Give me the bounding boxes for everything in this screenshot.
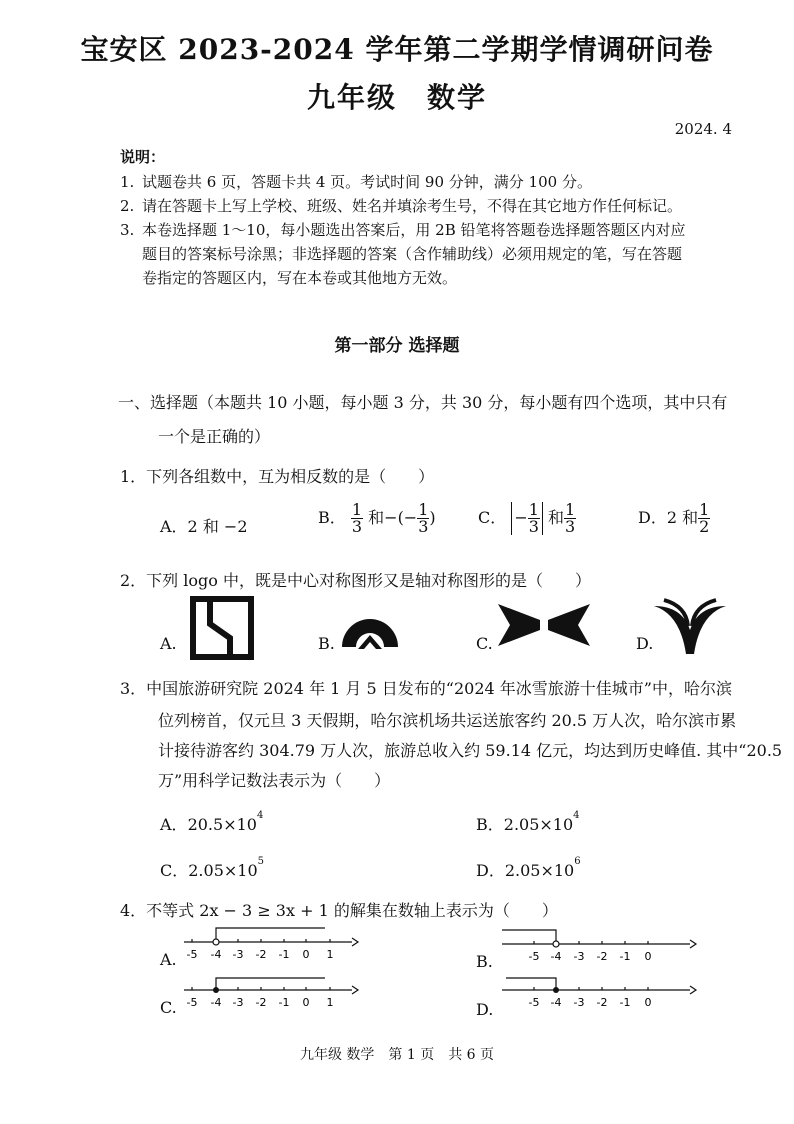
note-item [120, 219, 686, 240]
svg-text:-2: -2 [596, 950, 608, 963]
q1-option-b [318, 502, 436, 535]
svg-text:-4: -4 [550, 996, 562, 1009]
logo-b-icon [338, 597, 402, 653]
logo-a-icon [190, 596, 254, 660]
exam-date: 2024. 4 [674, 120, 732, 138]
svg-text:-4: -4 [210, 948, 222, 961]
svg-text:-5: -5 [186, 996, 198, 1009]
fraction-one-third: $\frac{1}{3}$ [351, 500, 363, 536]
note-number: 1. [120, 173, 135, 191]
q3-option-c: C．$2.05\times 10^5$ [160, 856, 265, 880]
svg-text:-3: -3 [232, 948, 244, 961]
note-item [120, 195, 682, 216]
q2-option-b-label: B. [318, 634, 335, 653]
note-text: 本卷选择题 1～10，每小题选出答案后，用 2B 铅笔将答题卷选择题答题区内对应 [142, 221, 686, 239]
svg-text:0: 0 [644, 996, 652, 1009]
q3-option-d: D．$2.05\times 10^6$ [476, 856, 581, 880]
question-3-line: 3．中国旅游研究院 2024 年 1 月 5 日发布的“2024 年冰雪旅游十佳城市”中，哈尔滨 [120, 679, 732, 698]
q1-option-a: A．2 和 −2 [160, 517, 248, 536]
section-heading-cont: 一个是正确的） [158, 427, 271, 446]
note-item [120, 243, 682, 264]
svg-text:0: 0 [302, 948, 310, 961]
q3-option-b: B．$2.05\times 10^4$ [476, 810, 580, 834]
neg-open: −(− [384, 508, 418, 527]
and-text: 和 [368, 508, 385, 527]
and-text: 和 [548, 508, 565, 527]
svg-text:0: 0 [644, 950, 652, 963]
note-item [120, 267, 457, 288]
svg-text:0: 0 [302, 996, 310, 1009]
svg-text:-5: -5 [528, 996, 540, 1009]
q3-option-a: A．$20.5\times 10^4$ [160, 810, 264, 834]
page-title: 宝安区 2023-2024 学年第二学期学情调研问卷 [80, 33, 714, 66]
number-line-c [180, 970, 360, 1012]
svg-text:-1: -1 [619, 996, 631, 1009]
note-text: 卷指定的答题区内，写在本卷或其他地方无效。 [142, 269, 458, 287]
question-3-line: 计接待游客约 304.79 万人次，旅游总收入约 59.14 亿元，均达到历史峰值. 其中“20.5 [158, 741, 783, 760]
svg-text:-1: -1 [619, 950, 631, 963]
note-text: 试题卷共 6 页，答题卡共 4 页。考试时间 90 分钟，满分 100 分。 [142, 173, 592, 191]
svg-text:1: 1 [326, 948, 334, 961]
q4-option-c-label: C. [160, 998, 177, 1017]
note-number: 3. [120, 221, 135, 239]
fraction-one-half: $\frac{1}{2}$ [699, 500, 710, 536]
section-heading: 一、选择题（本题共 10 小题，每小题 3 分，共 30 分，每小题有四个选项，其中只有 [118, 393, 728, 412]
note-number: 2. [120, 197, 135, 215]
q4-option-d-label: D. [476, 1000, 494, 1019]
logo-d-icon [650, 596, 730, 656]
svg-text:-3: -3 [573, 950, 585, 963]
svg-text:-4: -4 [550, 950, 562, 963]
svg-text:-3: -3 [573, 996, 585, 1009]
number-line-b [498, 924, 698, 966]
svg-text:-5: -5 [186, 948, 198, 961]
q2-option-a-label: A. [160, 634, 177, 653]
question-1-stem: 1．下列各组数中，互为相反数的是（ ） [120, 467, 435, 486]
svg-text:-1: -1 [278, 996, 290, 1009]
note-text: 请在答题卡上写上学校、班级、姓名并填涂考生号，不得在其它地方作任何标记。 [142, 197, 683, 215]
svg-text:-5: -5 [528, 950, 540, 963]
svg-text:1: 1 [326, 996, 334, 1009]
question-4-stem: 4．不等式 2x − 3 ≥ 3x + 1 的解集在数轴上表示为（ ） [120, 901, 558, 920]
option-label: C． [478, 508, 507, 527]
fraction-one-third: $\frac{1}{3}$ [565, 500, 576, 536]
q2-option-d-label: D. [636, 634, 654, 653]
absolute-value: − $\frac{1}{3}$ [511, 502, 543, 535]
question-3-line: 位列榜首，仅元旦 3 天假期，哈尔滨机场共运送旅客约 20.5 万人次，哈尔滨市累 [158, 711, 737, 730]
note-item [120, 171, 592, 192]
svg-text:-3: -3 [232, 996, 244, 1009]
note-text: 题目的答案标号涂黑；非选择题的答案（含作辅助线）必须用规定的笔，写在答题 [142, 245, 683, 263]
question-3-line: 万”用科学记数法表示为（ ） [158, 771, 391, 790]
svg-text:-2: -2 [255, 948, 267, 961]
svg-text:-2: -2 [596, 996, 608, 1009]
svg-text:-2: -2 [255, 996, 267, 1009]
page-footer: 九年级 数学 第 1 页 共 6 页 [299, 1047, 495, 1063]
q4-option-a-label: A. [160, 950, 177, 969]
option-label: D．2 和 [638, 508, 699, 527]
paren-close: ) [429, 508, 436, 527]
number-line-a [180, 922, 360, 964]
q4-option-b-label: B. [476, 952, 493, 971]
logo-c-icon [496, 600, 592, 650]
q1-option-c [478, 502, 576, 535]
number-line-d [498, 970, 698, 1012]
svg-text:-4: -4 [210, 996, 222, 1009]
fraction-one-third: $\frac{1}{3}$ [418, 500, 429, 536]
part-title: 第一部分 选择题 [334, 336, 460, 356]
q1-option-d [638, 502, 710, 535]
q2-option-c-label: C. [476, 634, 493, 653]
question-2-stem: 2．下列 logo 中，既是中心对称图形又是轴对称图形的是（ ） [120, 571, 591, 590]
page-subtitle: 九年级 数学 [306, 81, 487, 114]
notes-heading: 说明： [120, 148, 166, 166]
option-label: B． [318, 508, 346, 527]
svg-text:-1: -1 [278, 948, 290, 961]
